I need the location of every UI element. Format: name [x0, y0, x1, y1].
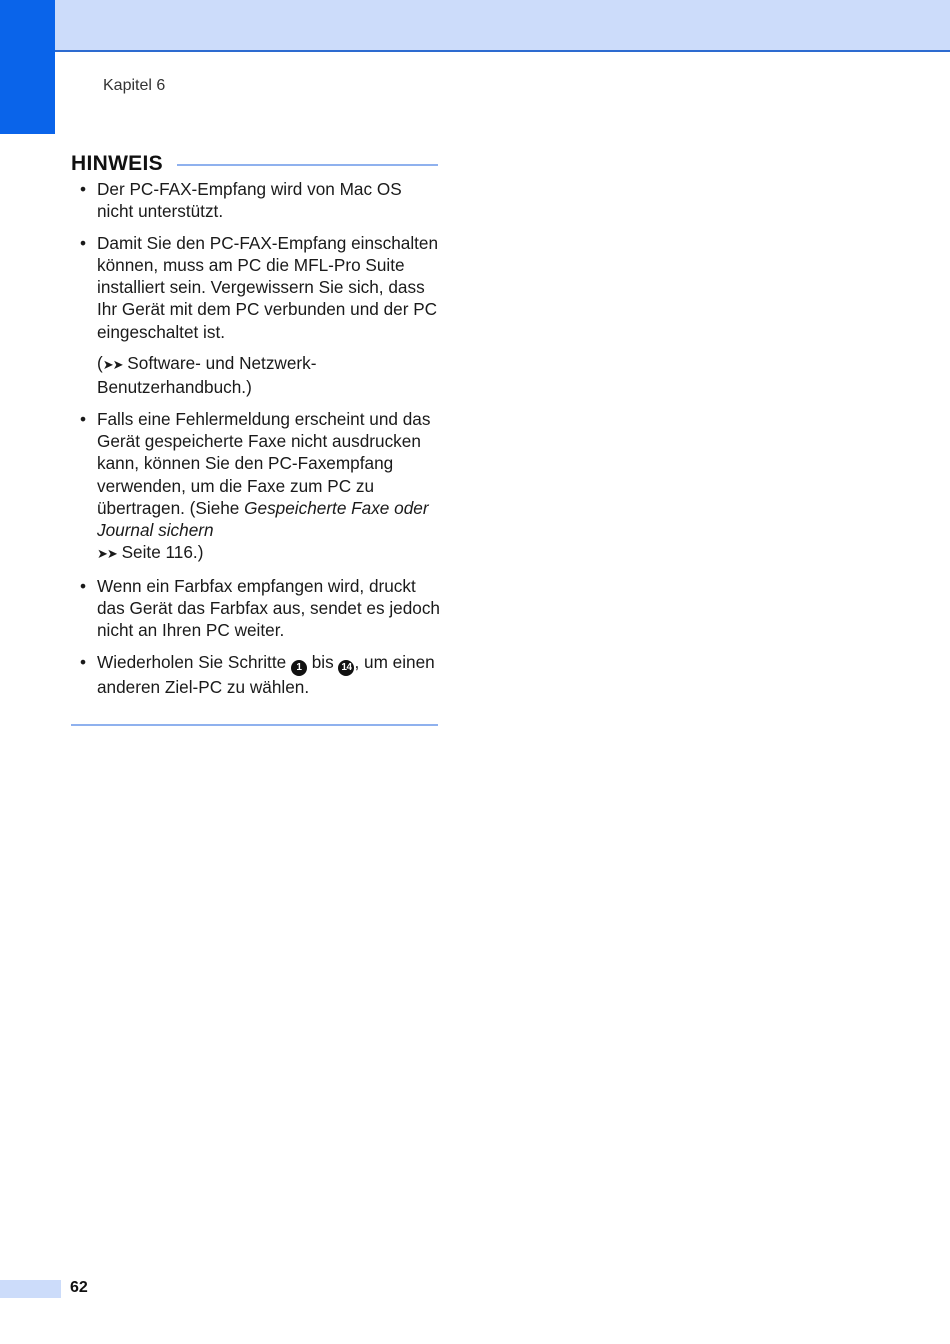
note-item-text: Damit Sie den PC-FAX-Empfang einschalten können, muss am PC die MFL-Pro Suite installiert sein. Vergewissern Sie sich, dass Ihr Gerät mit dem PC verbunden und der PC eingeschaltet ist.: [97, 232, 439, 342]
note-body: [71, 178, 441, 707]
double-arrow-icon: ➤➤: [97, 546, 117, 562]
bullet: •: [80, 232, 87, 253]
reference-text: Software- und Netzwerk-Benutzerhandbuch.): [97, 353, 317, 398]
note-item: [71, 178, 441, 223]
note-heading: [71, 151, 438, 177]
step-number-icon: 14: [338, 660, 354, 676]
cross-reference-link[interactable]: Gespeicherte Faxe oder Journal sichern: [97, 497, 429, 541]
chapter-label: Kapitel 6: [103, 77, 166, 94]
page-number: 62: [70, 1279, 88, 1296]
note-item-text: Der PC-FAX-Empfang wird von Mac OS nicht unterstützt.: [97, 179, 402, 222]
note-top-rule: [177, 164, 438, 166]
step-number-icon: 1: [291, 660, 307, 676]
note-item: [71, 408, 441, 566]
bullet: •: [80, 575, 87, 596]
note-bottom-rule: [71, 724, 438, 726]
bullet: •: [80, 651, 87, 672]
footer-band: [0, 1280, 61, 1298]
note-item-text: Falls eine Fehlermeldung erscheint und das Gerät gespeicherte Faxe nicht ausdrucken kann, können Sie den PC-Faxempfang verwenden, um die Faxe zum PC zu übertragen. (Siehe: [97, 408, 431, 518]
manual-reference: [97, 352, 441, 399]
note-item: [71, 575, 441, 642]
note-item-text: , um einen anderen Ziel-PC zu wählen.: [97, 651, 435, 697]
reference-open-paren: (: [97, 353, 103, 374]
bullet: •: [80, 408, 87, 429]
note-item-text: Wiederholen Sie Schritte: [97, 651, 291, 672]
page-reference: Seite 116.): [116, 542, 204, 563]
note-item: [71, 651, 441, 698]
note-item-text: bis: [306, 651, 339, 672]
note-item-text: Wenn ein Farbfax empfangen wird, druckt das Gerät das Farbfax aus, sendet es jedoch nicht an Ihren PC weiter.: [97, 575, 440, 641]
header-band: [0, 0, 950, 52]
note-title: HINWEIS: [71, 152, 163, 175]
double-arrow-icon: ➤➤: [102, 357, 123, 373]
chapter-tab: [0, 0, 55, 134]
bullet: •: [80, 179, 87, 199]
note-item: [71, 232, 441, 399]
